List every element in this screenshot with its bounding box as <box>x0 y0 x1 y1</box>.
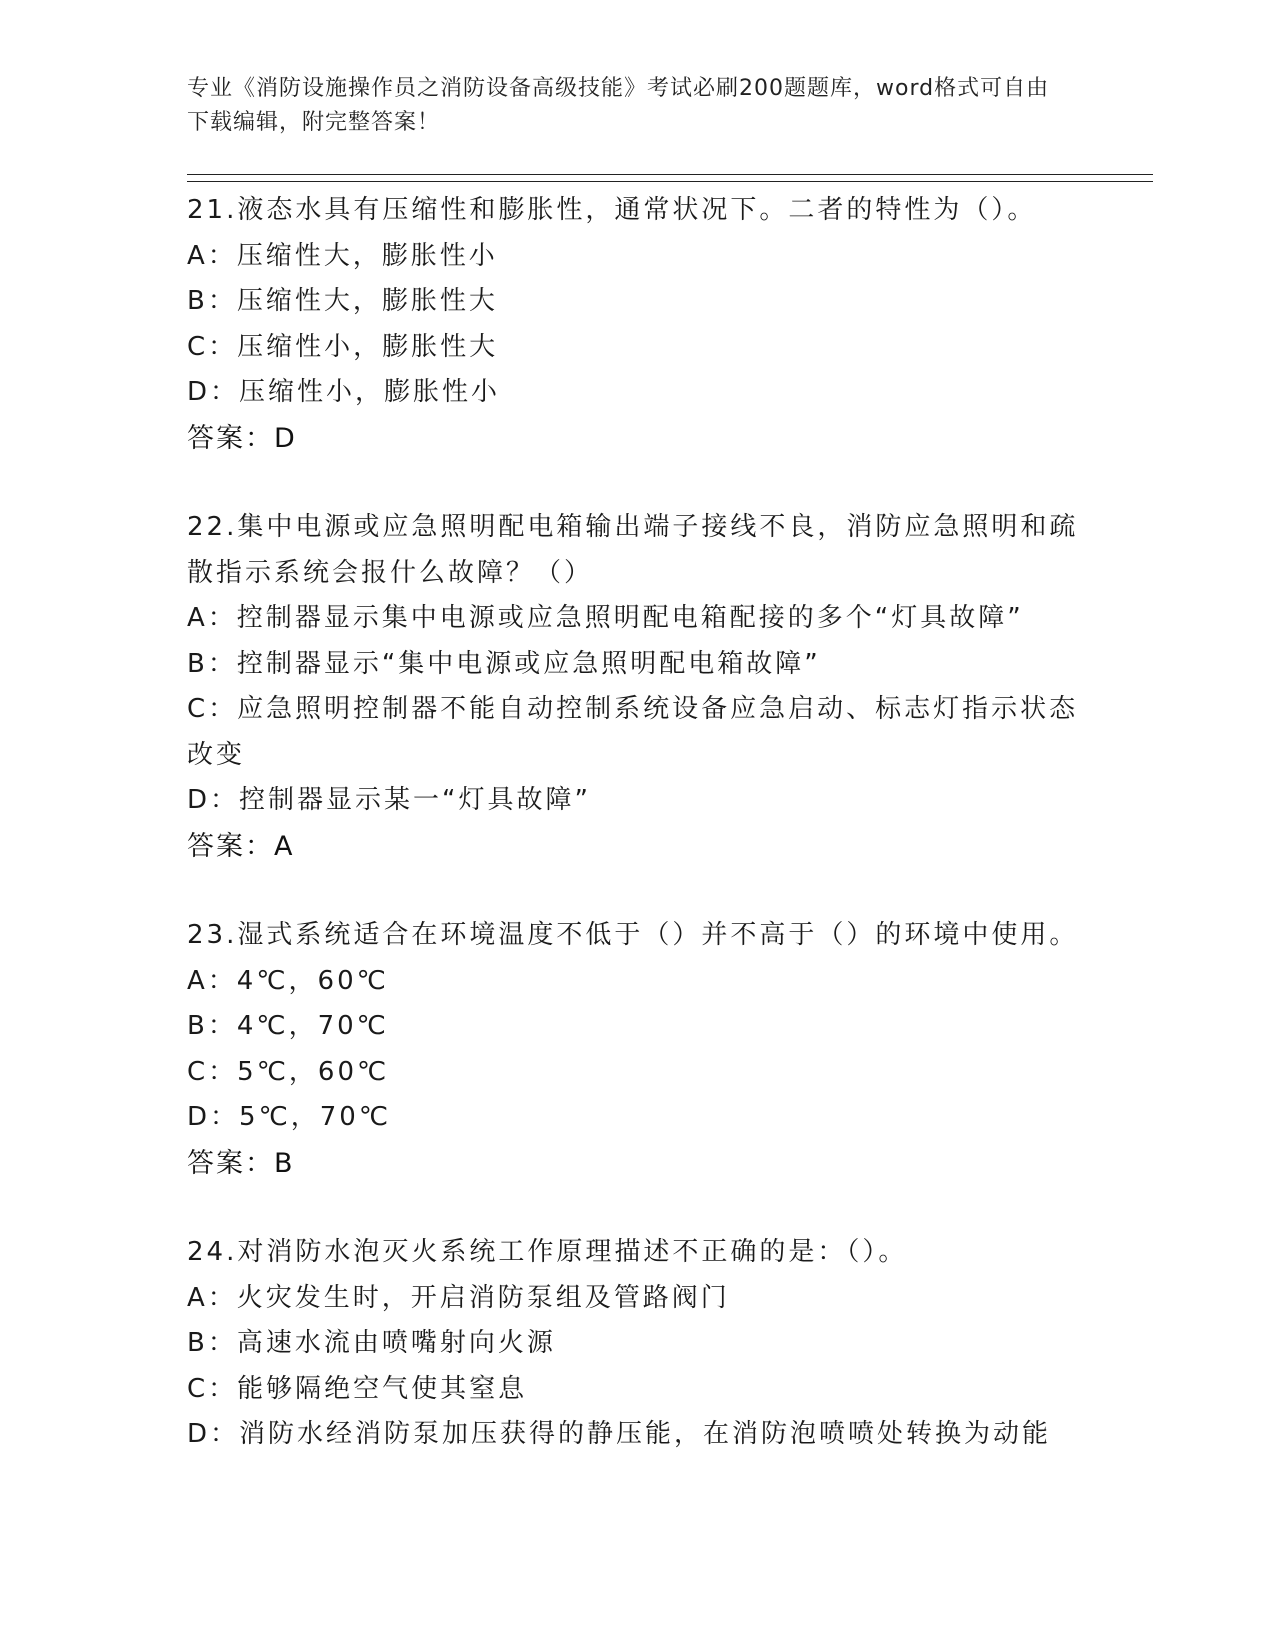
option-c: C：压缩性小，膨胀性大 <box>187 331 499 362</box>
option-d: D：消防水经消防泵加压获得的静压能，在消防泡喷喷处转换为动能 <box>187 1419 1052 1449</box>
document-header: 专业《消防设施操作员之消防设备高级技能》考试必刷200题题库，word格式可自由下载编辑，附完整答案！ <box>187 76 1050 135</box>
option-b: B：控制器显示“集中电源或应急照明配电箱故障” <box>187 648 821 679</box>
option-a: A：压缩性大，膨胀性小 <box>187 240 498 271</box>
question-stem: 21.液态水具有压缩性和膨胀性，通常状况下。二者的特性为（）。 <box>187 195 1037 225</box>
option-c: C：应急照明控制器不能自动控制系统设备应急启动、标志灯指示状态改变 <box>187 694 1079 770</box>
question-21 <box>187 188 1087 461</box>
header-divider-top <box>187 174 1153 175</box>
question-22 <box>187 505 1087 869</box>
option-a: A：火灾发生时，开启消防泵组及管路阀门 <box>187 1282 730 1313</box>
question-stem: 22.集中电源或应急照明配电箱输出端子接线不良，消防应急照明和疏散指示系统会报什么故障？（） <box>187 512 1079 588</box>
option-b: B：压缩性大，膨胀性大 <box>187 286 498 316</box>
option-d: D：压缩性小，膨胀性小 <box>187 377 501 407</box>
option-a: A：4℃，60℃ <box>187 965 389 996</box>
option-b: B：4℃，70℃ <box>187 1011 389 1041</box>
question-24 <box>187 1230 1087 1458</box>
answer-text: 答案：A <box>187 830 295 862</box>
option-d: D：5℃，70℃ <box>187 1102 392 1132</box>
header-divider-bottom <box>187 181 1153 182</box>
question-stem: 23.湿式系统适合在环境温度不低于（）并不高于（）的环境中使用。 <box>187 920 1079 950</box>
option-c: C：5℃，60℃ <box>187 1056 390 1087</box>
question-23 <box>187 913 1087 1186</box>
option-d: D：控制器显示某一“灯具故障” <box>187 785 591 815</box>
question-stem: 24.对消防水泡灭火系统工作原理描述不正确的是：（）。 <box>187 1237 908 1267</box>
answer-text: 答案：B <box>187 1147 295 1179</box>
option-b: B：高速水流由喷嘴射向火源 <box>187 1328 556 1358</box>
question-list <box>187 188 1087 1502</box>
answer-text: 答案：D <box>187 422 297 454</box>
option-a: A：控制器显示集中电源或应急照明配电箱配接的多个“灯具故障” <box>187 603 1024 633</box>
option-c: C：能够隔绝空气使其窒息 <box>187 1373 528 1404</box>
